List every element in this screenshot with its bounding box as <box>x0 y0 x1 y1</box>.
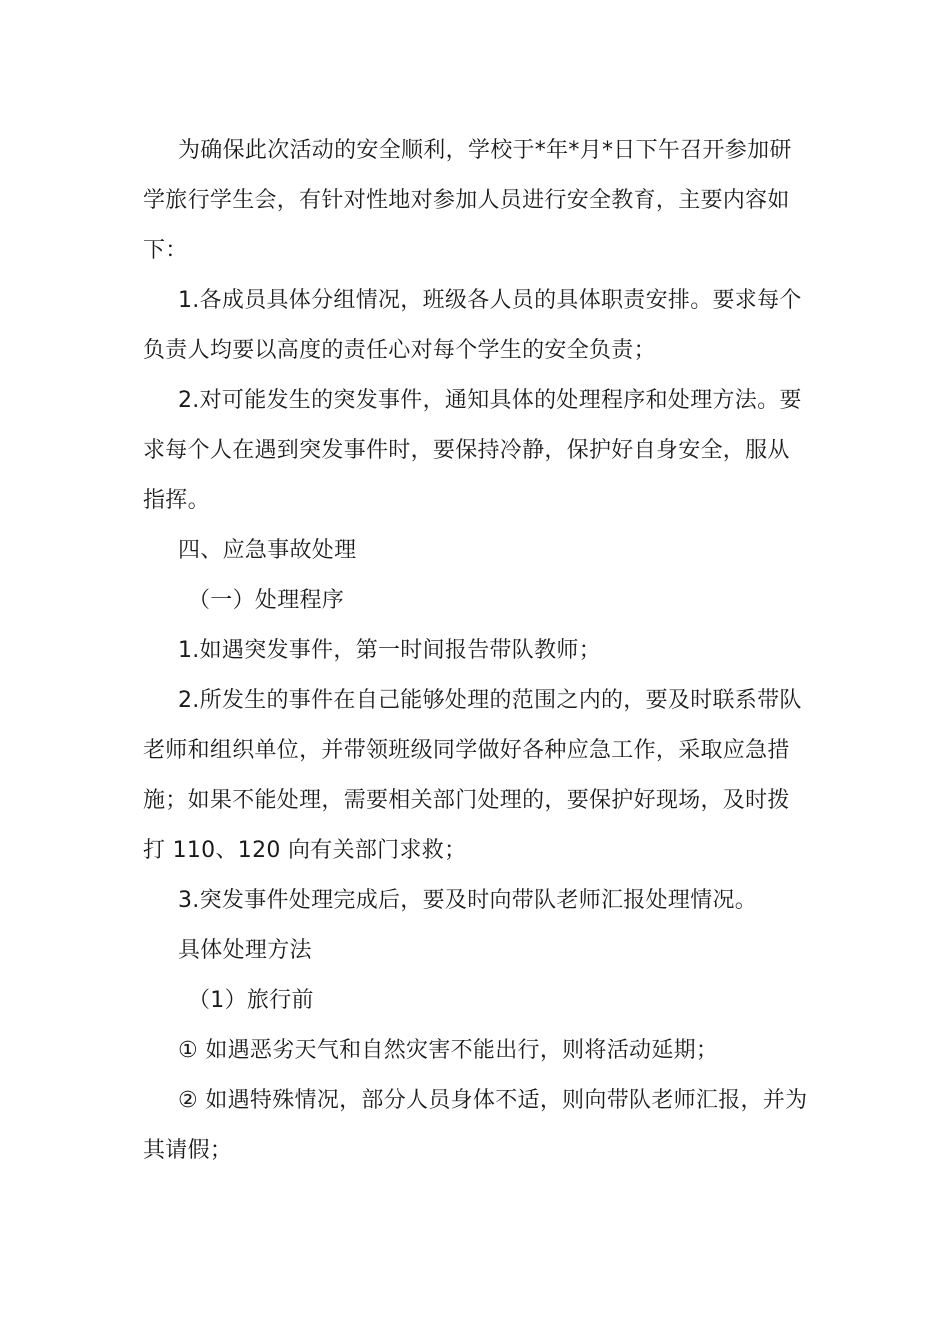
section-heading-emergency: 四、应急事故处理 <box>178 538 357 563</box>
subsection-heading-procedure: （一）处理程序 <box>188 588 345 613</box>
list-item-grouping: 1.各成员具体分组情况，班级各人员的具体职责安排。要求每个负责人均要以高度的责任心对每个学生的安全负责； <box>143 288 802 363</box>
list-item-emergency-procedure: 2.对可能发生的突发事件，通知具体的处理程序和处理方法。要求每个人在遇到突发事件时，要保持冷静，保护好自身安全，服从指挥。 <box>143 388 802 513</box>
document-body <box>143 126 808 1176</box>
before-travel-heading: （1）旅行前 <box>188 988 314 1013</box>
procedure-step-2: 2.所发生的事件在自己能够处理的范围之内的，要及时联系带队老师和组织单位，并带领班级同学做好各种应急工作，采取应急措施；如果不能处理，需要相关部门处理的，要保护好现场，及时拨打 110、120 向有关部门求救； <box>143 688 802 863</box>
before-travel-item-1: ① 如遇恶劣天气和自然灾害不能出行，则将活动延期； <box>178 1038 719 1063</box>
procedure-step-3: 3.突发事件处理完成后，要及时向带队老师汇报处理情况。 <box>178 888 758 913</box>
methods-heading: 具体处理方法 <box>178 938 312 963</box>
procedure-step-1: 1.如遇突发事件，第一时间报告带队教师； <box>178 638 601 663</box>
before-travel-item-2: ② 如遇特殊情况，部分人员身体不适，则向带队老师汇报，并为其请假； <box>143 1088 808 1163</box>
intro-paragraph: 为确保此次活动的安全顺利，学校于*年*月*日下午召开参加研学旅行学生会，有针对性地对参加人员进行安全教育，主要内容如下： <box>143 138 792 263</box>
